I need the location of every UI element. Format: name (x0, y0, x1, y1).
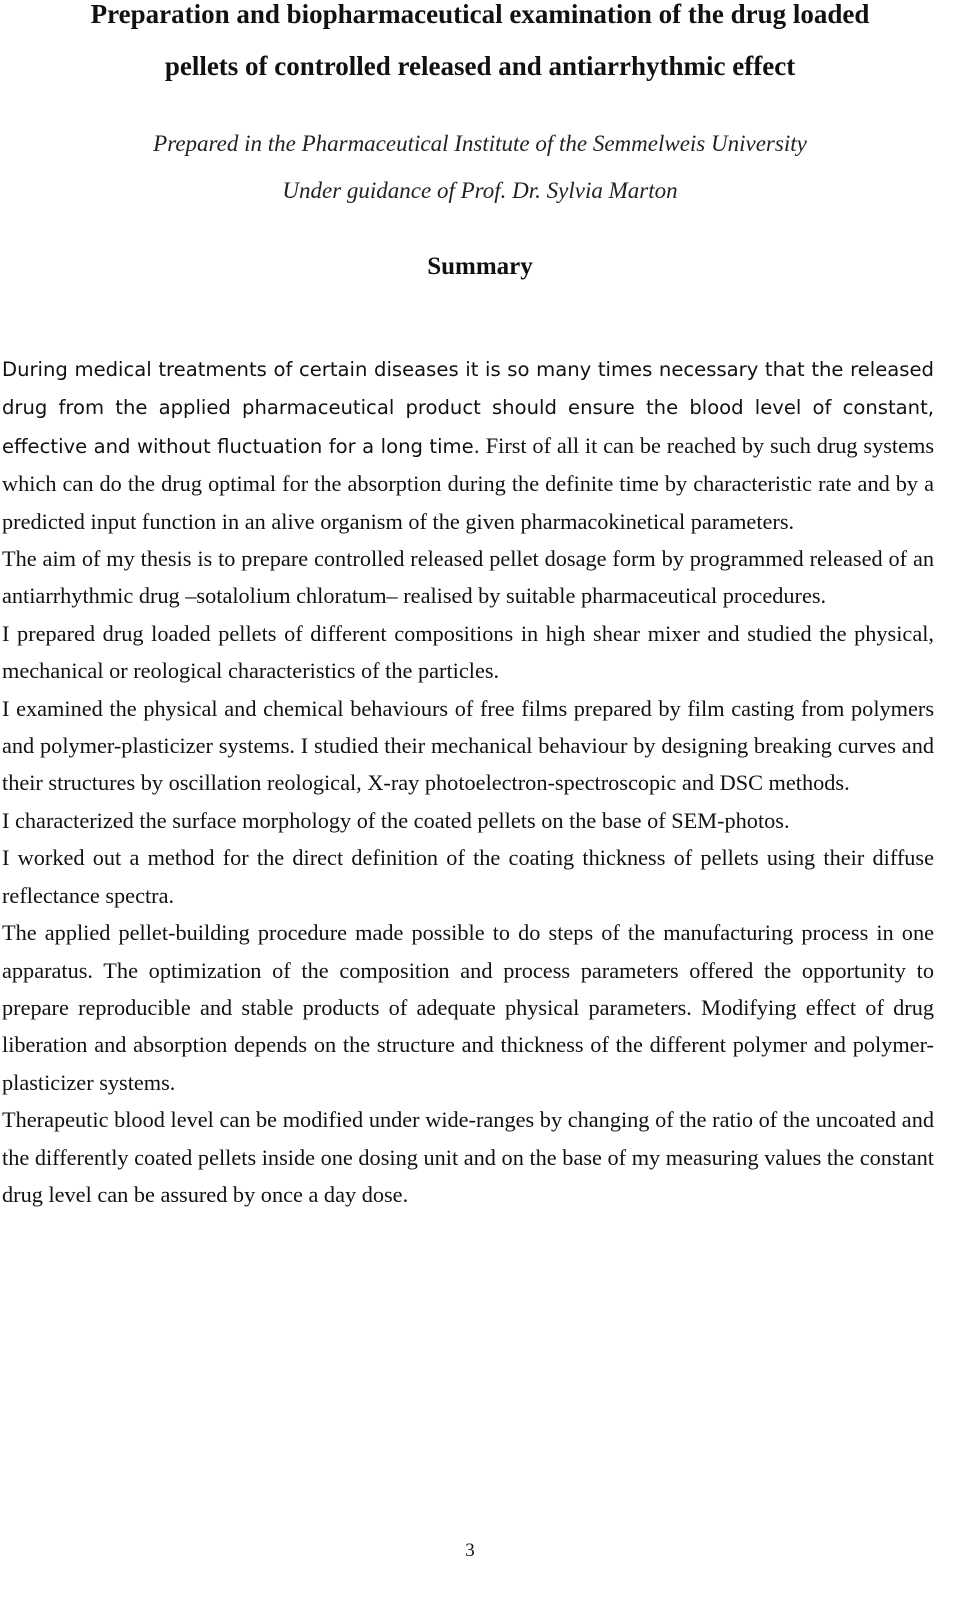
paragraph-1-serif-part: First of all it can be reached by such drug systems which can do the drug optimal for the absorption during the definite time by characteristic rate and by a predicted input function in an alive organism of the given pharmacokinetical parameters. (2, 432, 935, 534)
document-meta (0, 120, 960, 214)
guidance-line: Under guidance of Prof. Dr. Sylvia Marton (282, 178, 678, 203)
document-title (0, 0, 960, 92)
summary-body (2, 350, 934, 1213)
title-line-2: pellets of controlled released and antiarrhythmic effect (164, 51, 796, 81)
paragraph-7: The applied pellet-building procedure made possible to do steps of the manufacturing process in one apparatus. The optimization of the composition and process parameters offered the opportunity to prepare reproducible and stable products of adequate physical parameters. Modifying effect of drug liberation and absorption depends on the structure and thickness of the different polymer and polymer-plasticizer systems. (2, 920, 934, 1095)
paragraph-6: I worked out a method for the direct definition of the coating thickness of pellets using their diffuse reflectance spectra. (2, 845, 934, 908)
title-line-1: Preparation and biopharmaceutical examination of the drug loaded (90, 0, 870, 29)
paragraph-1-sans-part: During medical treatments of certain diseases it is so many times necessary that the released drug from the applied pharmaceutical product should ensure the blood level of constant, effective and without fluctuation for a long time. (2, 358, 934, 458)
page-number: 3 (465, 1540, 475, 1561)
paragraph-5: I characterized the surface morphology of the coated pellets on the base of SEM-photos. (2, 807, 790, 833)
paragraph-4: I examined the physical and chemical behaviours of free films prepared by film casting from polymers and polymer-plasticizer systems. I studied their mechanical behaviour by designing breaking curves and their structures by oscillation reological, X-ray photoelectron-spectroscopic and DSC methods. (2, 695, 934, 796)
paragraph-2: The aim of my thesis is to prepare controlled released pellet dosage form by programmed released of an antiarrhythmic drug –sotalolium chloratum– realised by suitable pharmaceutical procedures. (2, 546, 934, 609)
summary-heading: Summary (427, 253, 533, 280)
institute-line: Prepared in the Pharmaceutical Institute of the Semmelweis University (153, 131, 807, 156)
paragraph-8: Therapeutic blood level can be modified under wide-ranges by changing of the ratio of the uncoated and the differently coated pellets inside one dosing unit and on the base of my measuring values the constant drug level can be assured by once a day dose. (2, 1107, 934, 1207)
paragraph-3: I prepared drug loaded pellets of different compositions in high shear mixer and studied the physical, mechanical or reological characteristics of the particles. (2, 620, 934, 684)
paragraph-1 (2, 350, 934, 540)
